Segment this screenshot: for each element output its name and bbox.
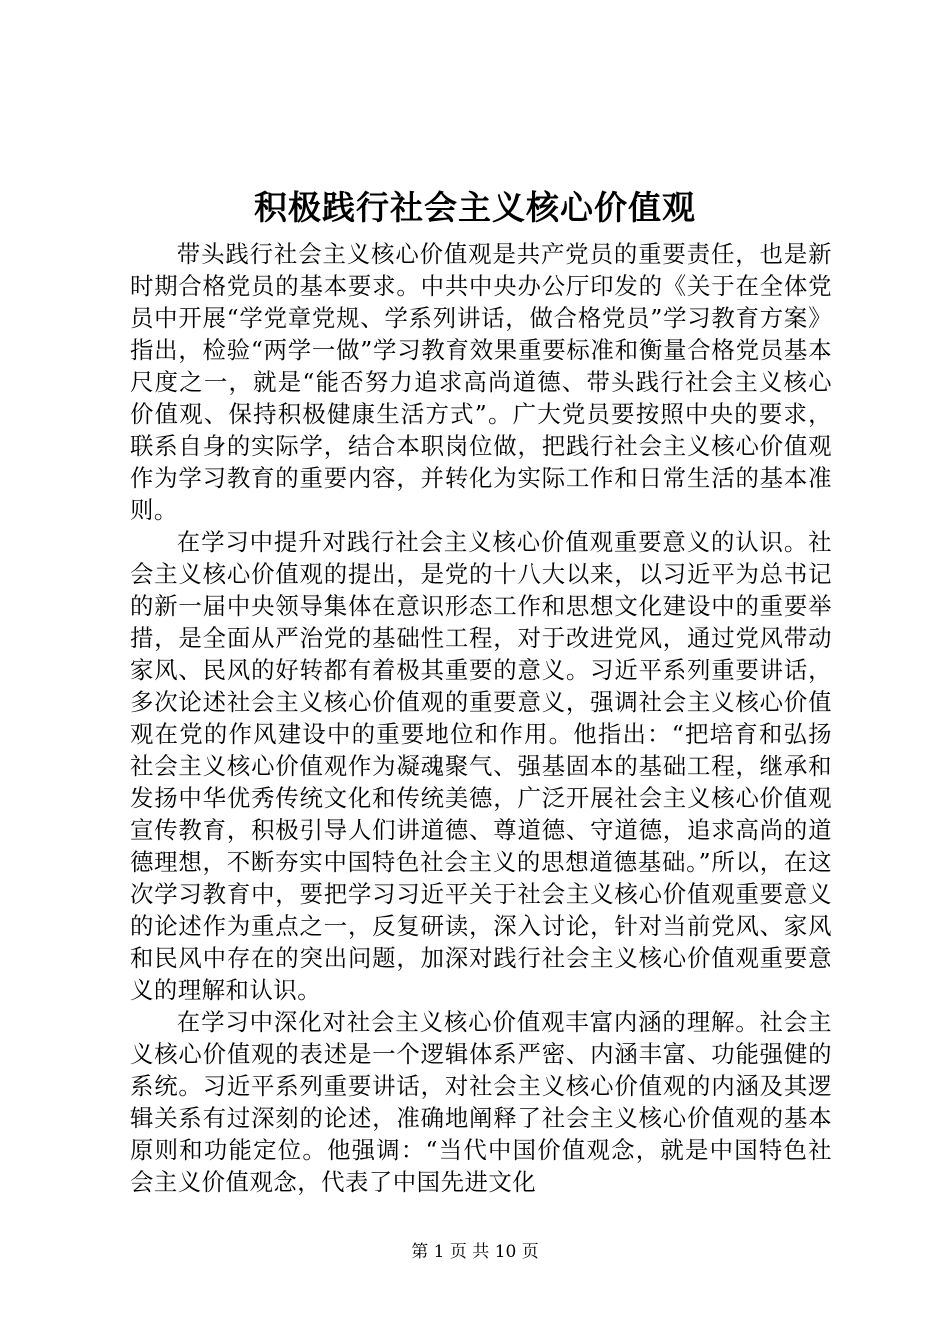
paragraph-3: 在学习中深化对社会主义核心价值观丰富内涵的理解。社会主义核心价值观的表述是一个逻辑体系严密、内涵丰富、功能强健的系统。习近平系列重要讲话，对社会主义核心价值观的内涵及其逻辑关系有过深刻的论述，准确地阐释了社会主义核心价值观的基本原则和功能定位。他强调：“当代中国价值观念，就是中国特色社会主义价值观念，代表了中国先进文化 — [130, 1008, 832, 1196]
document-title: 积极践行社会主义核心价值观 — [254, 188, 696, 227]
paragraph-2: 在学习中提升对践行社会主义核心价值观重要意义的认识。社会主义核心价值观的提出，是党的十八大以来，以习近平为总书记的新一届中央领导集体在意识形态工作和思想文化建设中的重要举措，是全面从严治党的基础性工程，对于改进党风，通过党风带动家风、民风的好转都有着极其重要的意义。习近平系列重要讲话，多次论述社会主义核心价值观的重要意义，强调社会主义核心价值观在党的作风建设中的重要地位和作用。他指出：“把培育和弘扬社会主义核心价值观作为凝魂聚气、强基固本的基础工程，继承和发扬中华优秀传统文化和传统美德，广泛开展社会主义核心价值观宣传教育，积极引导人们讲道德、尊道德、守道德，追求高尚的道德理想，不断夯实中国特色社会主义的思想道德基础。”所以，在这次学习教育中，要把学习习近平关于社会主义核心价值观重要意义的论述作为重点之一，反复研读，深入讨论，针对当前党风、家风和民风中存在的突出问题，加深对践行社会主义核心价值观重要意义的理解和认识。 — [130, 528, 832, 1004]
document-body — [130, 238, 832, 1198]
page-footer: 第 1 页 共 10 页 — [411, 1242, 539, 1262]
paragraph-1: 带头践行社会主义核心价值观是共产党员的重要责任，也是新时期合格党员的基本要求。中共中央办公厅印发的《关于在全体党员中开展“学党章党规、学系列讲话，做合格党员”学习教育方案》指出，检验“两学一做”学习教育效果重要标准和衡量合格党员基本尺度之一，就是“能否努力追求高尚道德、带头践行社会主义核心价值观、保持积极健康生活方式”。广大党员要按照中央的要求，联系自身的实际学，结合本职岗位做，把践行社会主义核心价值观作为学习教育的重要内容，并转化为实际工作和日常生活的基本准则。 — [130, 240, 832, 524]
